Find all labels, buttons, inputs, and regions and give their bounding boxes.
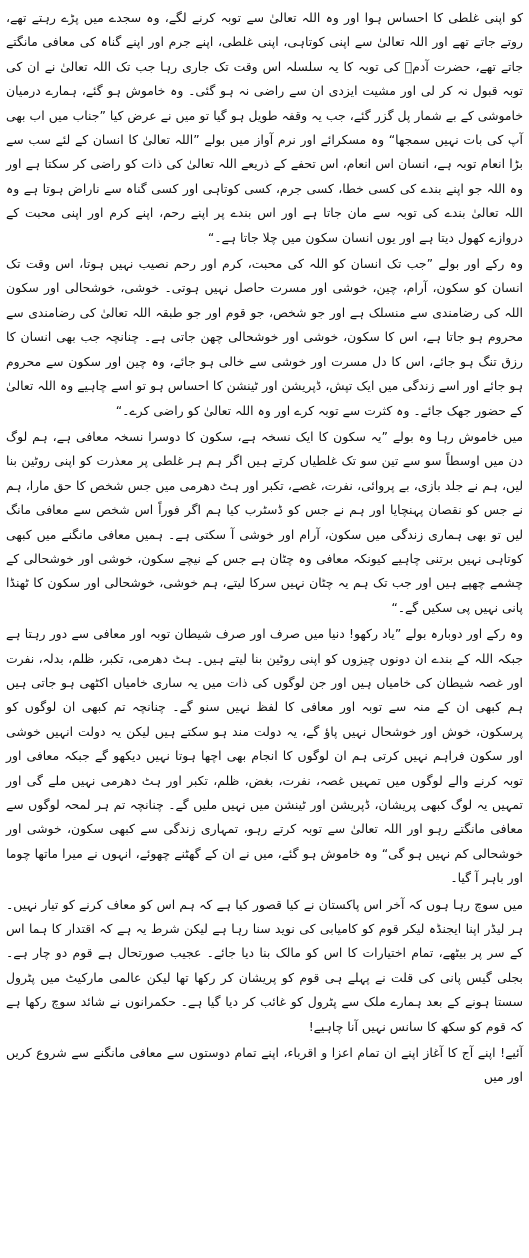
- paragraph-2: وہ رکے اور بولے ”جب تک انسان کو اللہ کی محبت، کرم اور رحم نصیب نہیں ہوتا، اس وقت تک انسان کو سکون، آرام، چین، خوشی اور مسرت حاصل نہیں ہوتی۔ خوشی، خوشحالی اور سکون اللہ کی رضامندی سے منسلک ہے اور جو شخص، جو قوم اور جو طبقہ اللہ تعالیٰ کی رضامندی سے محروم ہو جاتا ہے، اس کا سکون، خوشی اور خوشحالی چھن جاتی ہے۔ چنانچہ جب بھی انسان کا رزق تنگ ہو جائے، اس کا دل مسرت اور خوشی سے خالی ہو جائے، وہ چین اور سکون سے محروم ہو جائے اور اسے زندگی میں ایک تپش، ڈپریشن اور ٹینشن کا احساس ہو تو اسے چاہیے وہ اللہ تعالیٰ کے حضور جھک جائے۔ وہ کثرت سے توبہ کرے اور وہ اللہ تعالیٰ کو راضی کرے۔“: [6, 256, 523, 418]
- paragraph-3: میں خاموش رہا وہ بولے ”یہ سکون کا ایک نسخہ ہے، سکون کا دوسرا نسخہ معافی ہے، ہم لوگ دن میں اوسطاً سو سے تین سو تک غلطیاں کرتے ہیں اگر ہم ہر غلطی پر معذرت کو اپنی روٹین بنا لیں، ہم نے جلد بازی، بے پروائی، نفرت، غصے، تکبر اور ہٹ دھرمی میں جس شخص کا حق مارا، ہم نے جس کو نقصان پہنچایا اور ہم نے جس کو ڈسٹرب کیا ہم اگر فوراً اس شخص سے معافی مانگ لیں تو بھی ہماری زندگی میں سکون، آرام اور خوشی آ سکتی ہے۔ ہمیں معافی مانگنے میں کبھی کوتاہی نہیں برتنی چاہیے کیونکہ معافی وہ چٹان ہے جس کے نیچے سکون، خوشی اور خوشحالی کے چشمے چھپے ہیں اور جب تک ہم یہ چٹان نہیں سرکا لیتے، ہم خوشی، خوشحالی اور سکون کا ٹھنڈا پانی نہیں پی سکیں گے۔“: [6, 428, 523, 615]
- paragraph-5: میں سوچ رہا ہوں کہ آخر اس پاکستان نے کیا قصور کیا ہے کہ ہم اس کو معاف کرنے کو تیار نہیں۔ ہر لیڈر اپنا ایجنڈہ لیکر قوم کو کامیابی کی نوید سنا رہا ہے لیکن شرط یہ ہے کہ اقتدار کا ہما اس کے سر پر بیٹھے، تمام اختیارات کا اس کو مالک بنا دیا جائے۔ عجیب صورتحال ہے قوم دو چار ہے۔ بجلی گیس پانی کی قلت نے پہلے ہی قوم کو پریشان کر رکھا تھا لیکن عالمی مارکیٹ میں پٹرول سستا ہونے کے بعد ہمارے ملک سے پٹرول کو غائب کر دیا گیا ہے۔ حکمرانوں نے شائد سوچ رکھا ہے کہ قوم کو سکھ کا سانس نہیں آنا چاہیے!: [6, 896, 523, 1034]
- paragraph-6: آئیے! اپنے آج کا آغاز اپنے ان تمام اعزا و اقرباء، اپنے تمام دوستوں سے معافی مانگنے سے شروع کریں اور میں: [6, 1045, 523, 1085]
- paragraph-1: کو اپنی غلطی کا احساس ہوا اور وہ اللہ تعالیٰ سے توبہ کرنے لگے، وہ سجدے میں پڑے رہتے تھے، روتے جاتے تھے اور اللہ تعالیٰ سے اپنی کوتاہی، اپنی غلطی، اپنے جرم اور اپنے گناہ کی معافی مانگتے جاتے تھے، حضرت آدمؑ کی توبہ کا یہ سلسلہ اس وقت تک جاری رہا جب تک اللہ تعالیٰ نے ان کی توبہ قبول نہ کر لی اور مشیت ایزدی ان سے راضی نہ ہو گئی۔ وہ خاموش ہو گئے، ہمارے درمیان خاموشی کے بے شمار پل گزر گئے، جب یہ وقفہ طویل ہو گیا تو میں نے عرض کیا ”جناب میں اب بھی آپ کی بات نہیں سمجھا“ وہ مسکرائے اور نرم آواز میں بولے ”اللہ تعالیٰ کا انسان کے لئے سب سے بڑا انعام توبہ ہے، انسان اس انعام، اس تحفے کے ذریعے اللہ تعالیٰ کی ذات کو راضی کر سکتا ہے اور وہ اللہ جو اپنے بندے کی کسی خطا، کسی جرم، کسی کوتاہی اور کسی گناہ سے ناراض ہوتا ہے وہ اللہ تعالیٰ بندے کی توبہ سے مان جاتا ہے اور اس بندے پر اپنے رحم، اپنے کرم اور اپنی محبت کے دروازے کھول دیتا ہے اور یوں انسان سکون میں چلا جاتا ہے۔“: [6, 10, 523, 245]
- paragraph-4: وہ رکے اور دوبارہ بولے ”یاد رکھو! دنیا میں صرف اور صرف شیطان توبہ اور معافی سے دور رہتا ہے جبکہ اللہ کے بندے ان دونوں چیزوں کو اپنی روٹین بنا لیتے ہیں۔ ہٹ دھرمی، تکبر، ظلم، بدلہ، نفرت اور غصہ شیطان کی خامیاں ہیں اور جن لوگوں کی ذات میں یہ ساری خامیاں اکٹھی ہو جاتی ہیں ہم کبھی ان کے منہ سے توبہ اور معافی کا لفظ نہیں سنو گے۔ چنانچہ تم کبھی ان لوگوں کو پرسکون، خوش اور خوشحال نہیں پاؤ گے، یہ دولت مند ہو سکتے ہیں لیکن یہ دولت انہیں خوشی اور سکون فراہم نہیں کرتی ہم ان لوگوں کا انجام بھی اچھا ہوتا نہیں دیکھو گے جبکہ معافی اور توبہ کرنے والے لوگوں میں تمہیں غصہ، نفرت، بغض، ظلم، تکبر اور ہٹ دھرمی نہیں ملے گی اور تمہیں یہ لوگ کبھی پریشان، ڈپریشن اور ٹینشن میں نہیں ملیں گے۔ چنانچہ تم ہر لمحہ لوگوں سے معافی مانگتے رہو اور اللہ تعالیٰ سے توبہ کرتے رہو، تمہاری زندگی سے کبھی سکون، خوشی اور خوشحالی کم نہیں ہو گی“ وہ خاموش ہو گئے، میں نے ان کے گھٹنے چھوئے، انہوں نے میرا ماتھا چوما اور باہر آ گیا۔: [6, 626, 523, 886]
